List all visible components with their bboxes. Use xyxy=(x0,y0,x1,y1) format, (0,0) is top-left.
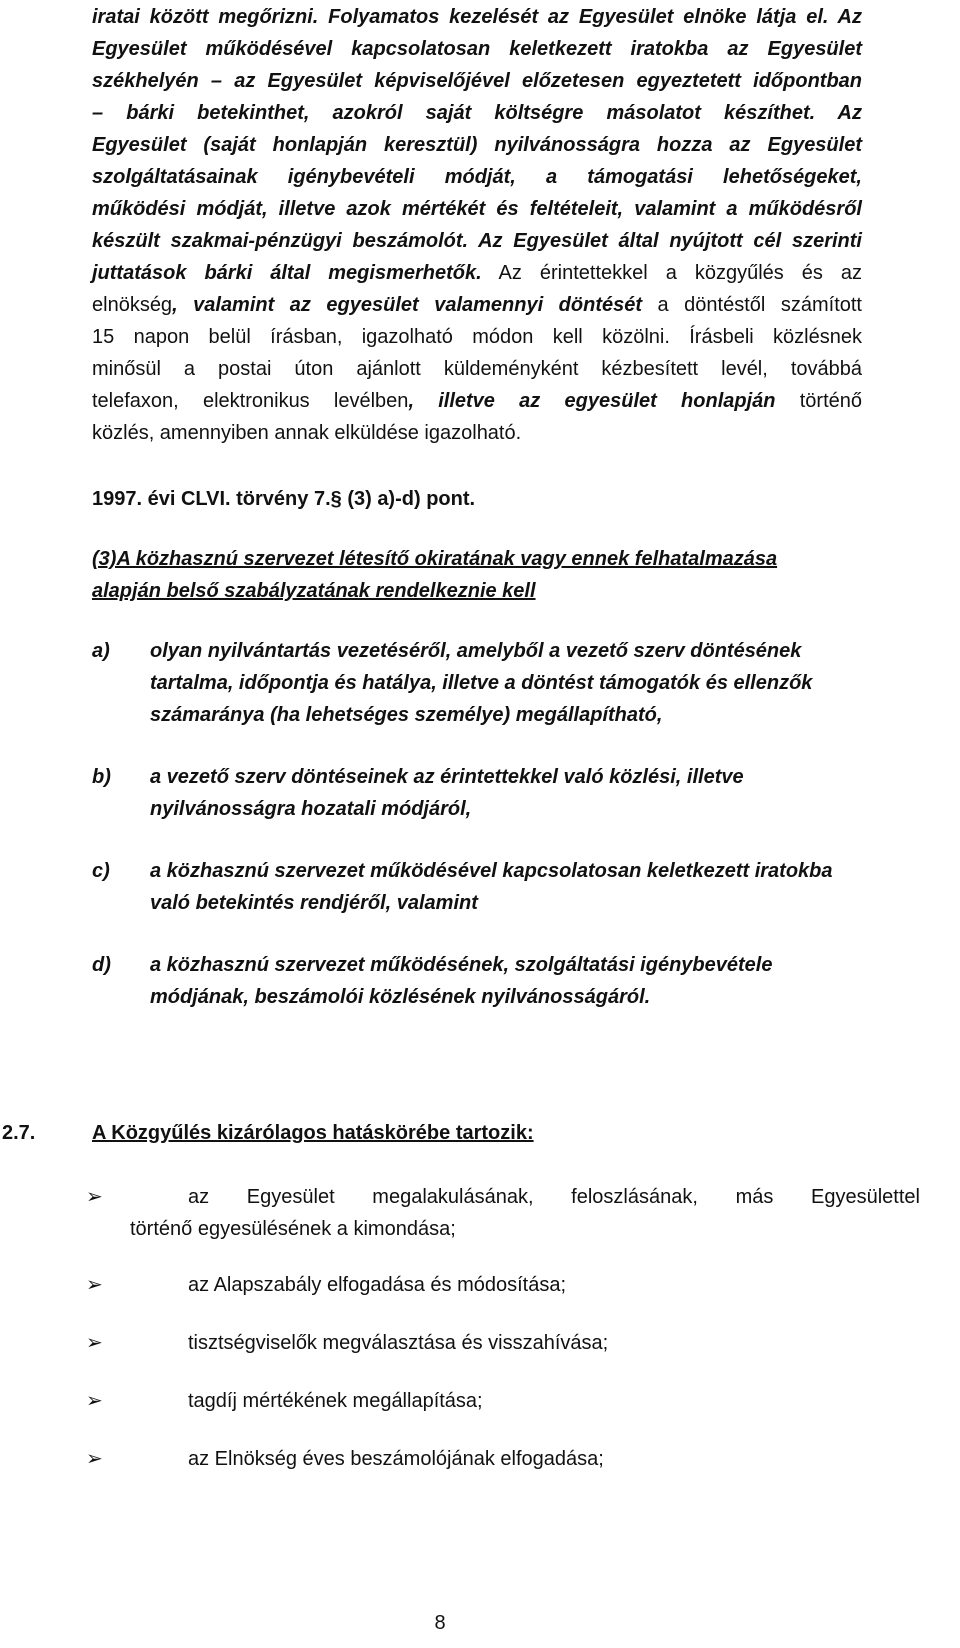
paragraph-line: székhelyén – az Egyesület képviselőjével előzetesen egyeztetett időpontban xyxy=(92,70,862,92)
paragraph-line: iratai között megőrizni. Folyamatos kezelését az Egyesület elnöke látja el. Az xyxy=(92,6,862,28)
section-number: 2.7. xyxy=(2,1122,36,1144)
paragraph-line: szolgáltatásainak igénybevételi módját, a támogatási lehetőségeket, xyxy=(92,166,862,188)
bullet-text-line: tagdíj mértékének megállapítása; xyxy=(188,1390,483,1412)
paragraph-line: minősül a postai úton ajánlott küldeményként kézbesített levél, továbbá xyxy=(92,358,862,380)
law-item-line: a közhasznú szervezet működésének, szolgáltatási igénybevétele xyxy=(150,954,773,976)
paragraph-line: működési módját, illetve azok mértékét és feltételeit, valamint a működésről xyxy=(92,198,862,220)
law-item-label: d) xyxy=(92,954,111,976)
law-item-line: való betekintés rendjéről, valamint xyxy=(150,892,478,914)
law-item-label: c) xyxy=(92,860,110,882)
paragraph-fragment: Az érintettekkel a közgyűlés és az xyxy=(481,262,862,284)
law-reference: 1997. évi CLVI. törvény 7.§ (3) a)-d) pont. xyxy=(92,488,476,510)
page-number: 8 xyxy=(434,1612,446,1634)
bullet-text-line: az Egyesület megalakulásának, feloszlásának, más Egyesülettel xyxy=(188,1186,920,1208)
paragraph-line: készült szakmai-pénzügyi beszámolót. Az Egyesület által nyújtott cél szerinti xyxy=(92,230,862,252)
law-heading-line: (3)A közhasznú szervezet létesítő okiratának vagy ennek felhatalmazása xyxy=(92,548,778,570)
bullet-text-line: történő egyesülésének a kimondása; xyxy=(130,1218,456,1240)
arrow-bullet-icon: ➢ xyxy=(86,1186,103,1208)
paragraph-fragment: juttatások bárki által megismerhetők. xyxy=(92,262,482,284)
law-item-line: számaránya (ha lehetséges személye) megállapítható, xyxy=(150,704,663,726)
paragraph-fragment: , valamint az egyesület valamennyi döntését xyxy=(172,294,643,316)
law-item-line: a vezető szerv döntéseinek az érintettekkel való közlési, illetve xyxy=(150,766,744,788)
law-item-line: olyan nyilvántartás vezetéséről, amelyből a vezető szerv döntésének xyxy=(150,640,802,662)
paragraph-fragment: történő xyxy=(775,390,862,412)
arrow-bullet-icon: ➢ xyxy=(86,1332,103,1354)
section-title: A Közgyűlés kizárólagos hatáskörébe tartozik: xyxy=(92,1122,534,1144)
paragraph-fragment: telefaxon, elektronikus levélben xyxy=(92,390,409,412)
arrow-bullet-icon: ➢ xyxy=(86,1390,103,1412)
law-item-label: b) xyxy=(92,766,111,788)
law-item-line: nyilvánosságra hozatali módjáról, xyxy=(150,798,472,820)
paragraph-fragment: , illetve az egyesület honlapján xyxy=(408,390,776,412)
paragraph-line xyxy=(92,260,862,286)
paragraph-line: – bárki betekinthet, azokról saját költségre másolatot készíthet. Az xyxy=(92,102,862,124)
paragraph-line xyxy=(92,388,862,414)
law-heading-line: alapján belső szabályzatának rendelkeznie kell xyxy=(92,580,536,602)
paragraph-line xyxy=(92,292,862,318)
arrow-bullet-icon: ➢ xyxy=(86,1274,103,1296)
bullet-text-line: az Elnökség éves beszámolójának elfogadása; xyxy=(188,1448,604,1470)
law-item-label: a) xyxy=(92,640,110,662)
law-item-line: tartalma, időpontja és hatálya, illetve a döntést támogatók és ellenzők xyxy=(150,672,813,694)
bullet-text-line: az Alapszabály elfogadása és módosítása; xyxy=(188,1274,567,1296)
law-item-line: módjának, beszámolói közlésének nyilvánosságáról. xyxy=(150,986,651,1008)
law-item-line: a közhasznú szervezet működésével kapcsolatosan keletkezett iratokba xyxy=(150,860,833,882)
paragraph-fragment: a döntéstől számított xyxy=(642,294,862,316)
bullet-text-line: tisztségviselők megválasztása és visszahívása; xyxy=(188,1332,609,1354)
paragraph-line: Egyesület működésével kapcsolatosan keletkezett iratokba az Egyesület xyxy=(92,38,862,60)
paragraph-line: 15 napon belül írásban, igazolható módon kell közölni. Írásbeli közlésnek xyxy=(92,326,862,348)
arrow-bullet-icon: ➢ xyxy=(86,1448,103,1470)
paragraph-fragment: elnökség xyxy=(92,294,173,316)
paragraph-line: Egyesület (saját honlapján keresztül) nyilvánosságra hozza az Egyesület xyxy=(92,134,862,156)
paragraph-line: közlés, amennyiben annak elküldése igazolható. xyxy=(92,422,522,444)
